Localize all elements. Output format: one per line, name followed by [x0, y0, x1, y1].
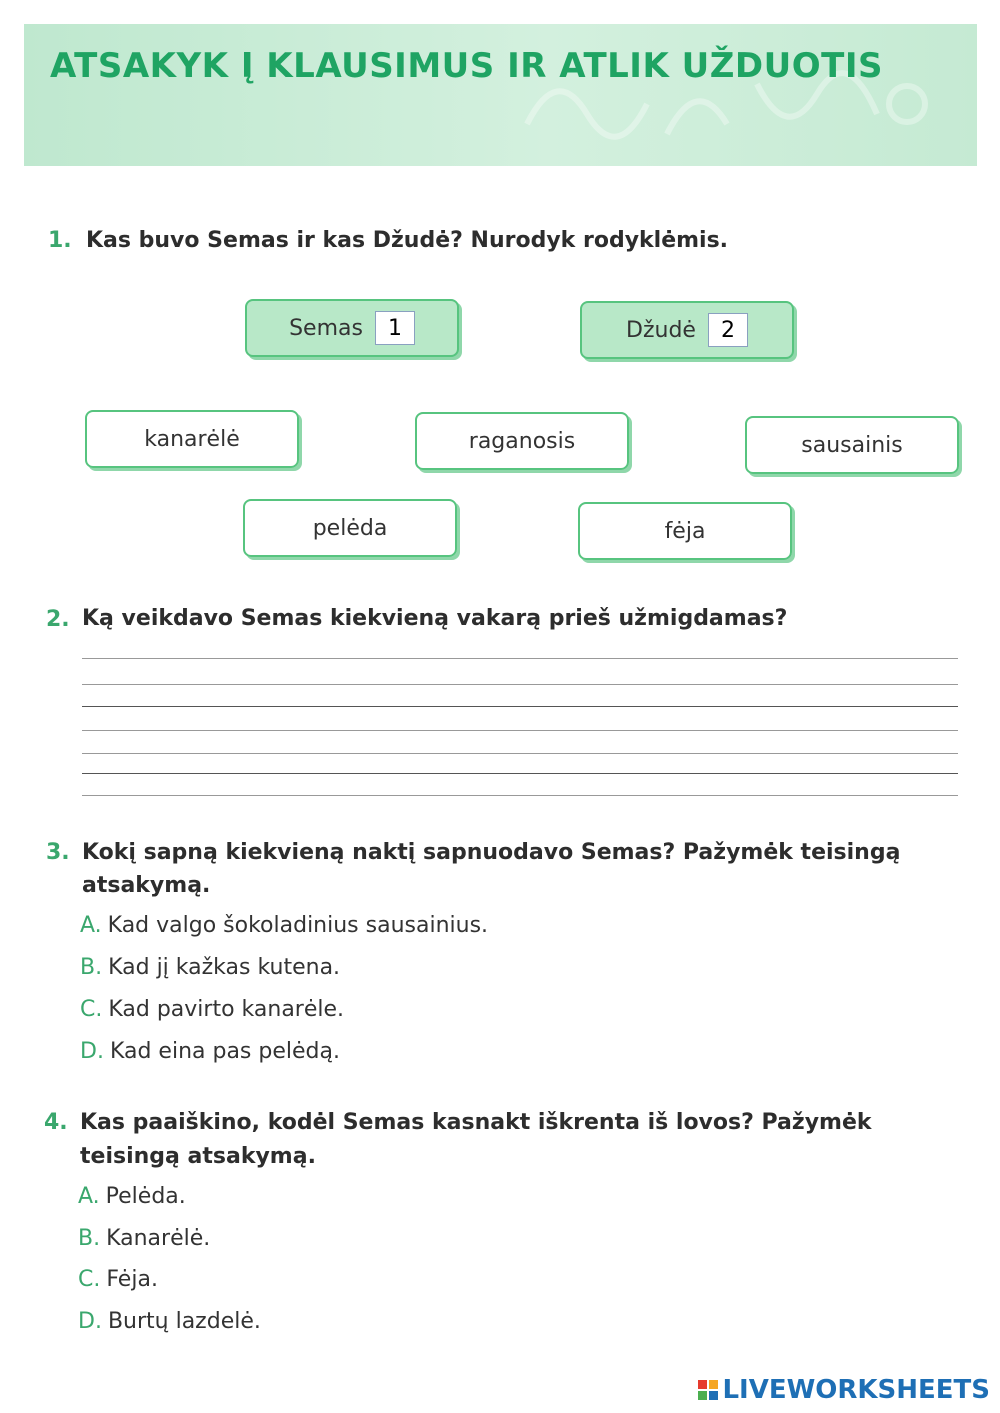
option-text: Burtų lazdelė.	[107, 1309, 261, 1334]
question-4-number: 4.	[44, 1110, 68, 1135]
header-banner	[24, 24, 977, 166]
question-1-number: 1.	[48, 228, 72, 253]
question-3-option-a[interactable]	[80, 913, 488, 938]
question-4-text-line-2: teisingą atsakymą.	[80, 1144, 316, 1169]
choice-box-sausainis[interactable]: sausainis	[745, 416, 959, 474]
option-letter: A.	[78, 1184, 100, 1209]
question-4-option-c[interactable]	[78, 1267, 158, 1292]
question-2-number: 2.	[46, 607, 70, 632]
option-text: Kad eina pas pelėdą.	[109, 1039, 340, 1064]
option-text: Fėja.	[106, 1267, 158, 1292]
option-letter: A.	[80, 913, 102, 938]
choice-box-peleda[interactable]: pelėda	[243, 499, 457, 557]
question-3-text-line-1: Kokį sapną kiekvieną naktį sapnuodavo Semas? Pažymėk teisingą	[82, 840, 901, 865]
target-label-semas: Semas	[289, 315, 363, 341]
question-4-text-line-1: Kas paaiškino, kodėl Semas kasnakt iškrenta iš lovos? Pažymėk	[80, 1110, 872, 1135]
writing-line	[82, 684, 958, 685]
question-3-number: 3.	[46, 840, 70, 865]
option-letter: C.	[80, 997, 103, 1022]
option-text: Kad valgo šokoladinius sausainius.	[107, 913, 489, 938]
question-4-option-d[interactable]	[78, 1309, 261, 1334]
question-3-option-d[interactable]	[80, 1039, 340, 1064]
target-label-dzude: Džudė	[626, 317, 696, 343]
option-letter: D.	[78, 1309, 102, 1334]
liveworksheets-logo	[698, 1375, 990, 1405]
writing-line	[82, 706, 958, 707]
option-letter: C.	[78, 1267, 101, 1292]
writing-line	[82, 753, 958, 754]
option-letter: B.	[78, 1226, 101, 1251]
choice-box-feja[interactable]: fėja	[578, 502, 792, 560]
question-3-option-b[interactable]	[80, 955, 340, 980]
answer-input-dzude[interactable]	[708, 313, 748, 347]
writing-line	[82, 658, 958, 659]
writing-line	[82, 730, 958, 731]
question-4-option-a[interactable]	[78, 1184, 186, 1209]
choice-box-raganosis[interactable]: raganosis	[415, 412, 629, 470]
option-text: Kad pavirto kanarėle.	[108, 997, 345, 1022]
target-box-dzude[interactable]	[580, 301, 794, 359]
option-letter: B.	[80, 955, 103, 980]
option-letter: D.	[80, 1039, 104, 1064]
writing-line	[82, 795, 958, 796]
question-2-text: Ką veikdavo Semas kiekvieną vakarą prieš užmigdamas?	[82, 606, 788, 631]
logo-text: LIVEWORKSHEETS	[722, 1375, 990, 1405]
question-3-text-line-2: atsakymą.	[82, 873, 211, 898]
target-box-semas[interactable]	[245, 299, 459, 357]
choice-box-kanarele[interactable]: kanarėlė	[85, 410, 299, 468]
question-4-option-b[interactable]	[78, 1226, 210, 1251]
question-3-option-c[interactable]	[80, 997, 344, 1022]
logo-grid-icon	[698, 1380, 718, 1400]
page-title: ATSAKYK Į KLAUSIMUS IR ATLIK UŽDUOTIS	[50, 46, 883, 86]
writing-line	[82, 773, 958, 774]
question-1-text: Kas buvo Semas ir kas Džudė? Nurodyk rodyklėmis.	[86, 228, 729, 253]
answer-input-semas[interactable]	[375, 311, 415, 345]
option-text: Kanarėlė.	[106, 1226, 211, 1251]
option-text: Pelėda.	[105, 1184, 186, 1209]
option-text: Kad jį kažkas kutena.	[108, 955, 341, 980]
